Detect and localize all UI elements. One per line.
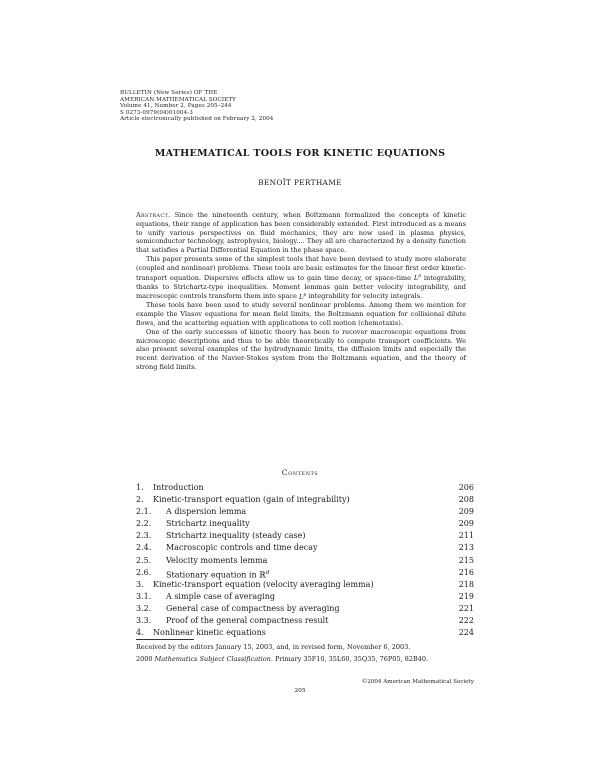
msc-codes: Primary 35F10, 35L60, 35Q35, 76P05, 82B40. [275, 655, 429, 663]
toc-entry-title: A dispersion lemma [166, 507, 247, 517]
abstract-text-2a: This paper presents some of the simplest tools that have been devised to study more elaborate (coupled and nonlinear) problems. These tools are basic estimates for the linear first order kinetic-transport equation. Dispersive effects allow us to gain time decay, or space-time [136, 254, 466, 282]
journal-volume: Volume 41, Number 2, Pages 205–244 [120, 103, 232, 110]
abstract-text-1: Since the nineteenth century, when Boltzmann formalized the concepts of kinetic equations, their range of application has been considerably extended. First introduced as a means to unify various perspectives on fluid mechanics, they are now used in plasma physics, semiconductor technology, astrophysics, biology.... They all are characterized by a density function that satisfies a Partial Differential Equation in the phase space. [136, 211, 466, 255]
toc-entry-title: Kinetic-transport equation (velocity averaging lemma) [153, 579, 374, 589]
toc-entry-number: 1. [136, 483, 144, 492]
toc-entry-page: 211 [458, 531, 474, 541]
abstract-paragraph-2 [136, 255, 466, 301]
toc-entry-page: 224 [458, 628, 474, 638]
toc-entry-page: 209 [458, 507, 474, 517]
toc-entry-page: 206 [458, 483, 474, 492]
paper-author: BENOÎT PERTHAME [258, 178, 342, 187]
abstract [136, 211, 466, 372]
toc-entry-number: 2.6. [136, 567, 152, 577]
toc-entry-title: General case of compactness by averaging [166, 603, 340, 613]
toc-entry-page: 222 [458, 616, 474, 626]
table-of-contents [136, 482, 474, 639]
toc-entry-number: 3.2. [136, 603, 152, 613]
abstract-label: Abstract. [136, 211, 171, 219]
toc-entry-superscript: d [265, 569, 270, 576]
toc-entry-title: Proof of the general compactness result [166, 616, 329, 626]
toc-entry-page: 208 [458, 495, 474, 505]
toc-entry-title: Strichartz inequality [166, 519, 250, 529]
toc-entry-page: 213 [458, 543, 474, 553]
contents-heading: Contents [281, 468, 319, 477]
toc-entry[interactable] [136, 579, 474, 591]
toc-entry[interactable] [136, 627, 474, 639]
toc-entry-number: 4. [136, 628, 144, 638]
toc-entry[interactable] [136, 506, 474, 518]
toc-entry[interactable] [136, 518, 474, 530]
page-number: 205 [294, 688, 306, 694]
footnote-divider [136, 639, 194, 640]
toc-entry-number: 2.1. [136, 507, 152, 517]
msc-note [136, 655, 428, 664]
journal-society: AMERICAN MATHEMATICAL SOCIETY [120, 96, 236, 103]
lp-symbol-2: $L^p$ [299, 292, 307, 301]
toc-entry-number: 3.1. [136, 591, 152, 601]
toc-entry-number: 2.3. [136, 531, 152, 541]
toc-entry-page: 216 [458, 567, 474, 577]
toc-entry[interactable] [136, 591, 474, 603]
journal-published-date: Article electronically published on February 2, 2004 [120, 116, 274, 123]
abstract-paragraph-1 [136, 211, 466, 255]
toc-entry-title: Macroscopic controls and time decay [166, 543, 318, 553]
toc-entry-title: Nonlinear kinetic equations [153, 628, 266, 638]
toc-entry-page: 215 [458, 555, 474, 565]
toc-entry-title: Velocity moments lemma [166, 555, 268, 565]
toc-entry-title: Strichartz inequality (steady case) [166, 531, 306, 541]
paper-title: MATHEMATICAL TOOLS FOR KINETIC EQUATIONS [154, 148, 446, 159]
msc-label: Mathematics Subject Classification. [154, 655, 273, 663]
toc-entry-number: 3. [136, 579, 144, 589]
toc-entry-number: 2.4. [136, 543, 152, 553]
lp-symbol-1: $L^p$ [413, 273, 422, 282]
abstract-paragraph-4: One of the early successes of kinetic theory has been to recover macroscopic equations from microscopic descriptions and thus to be able theoretically to compute transport coefficients. We also present several examples of the hydrodynamic limits, the diffusion limits and especially the recent derivation of the Navier-Stokes system from the Boltzmann equation, and the theory of strong field limits. [136, 327, 466, 371]
toc-entry-number: 2.5. [136, 555, 152, 565]
toc-entry-number: 2.2. [136, 519, 152, 529]
toc-entry-page: 218 [458, 579, 474, 589]
toc-entry-title: A simple case of averaging [166, 591, 276, 601]
msc-year: 2000 [136, 655, 153, 663]
toc-entry-title: Stationary equation in ℝ$^d$ [166, 569, 270, 580]
toc-entry[interactable] [136, 530, 474, 542]
toc-entry-title: Kinetic-transport equation (gain of integrability) [153, 495, 350, 505]
abstract-paragraph-3: These tools have been used to study several nonlinear problems. Among them we mention for example the Vlasov equations for mean field limits, the Boltzmann equation for collisional dilute flows, and the scattering equation with applications to cell motion (chemotaxis). [136, 301, 466, 327]
toc-entry[interactable] [136, 615, 474, 627]
toc-entry[interactable] [136, 555, 474, 567]
toc-entry-title: Introduction [153, 483, 204, 492]
toc-entry[interactable] [136, 603, 474, 615]
toc-entry-page: 209 [458, 519, 474, 529]
toc-entry[interactable] [136, 482, 474, 494]
toc-entry-number: 3.3. [136, 616, 152, 626]
toc-entry[interactable] [136, 494, 474, 506]
toc-entry[interactable] [136, 567, 474, 579]
toc-entry-number: 2. [136, 495, 144, 505]
journal-doi: S 0273-0979(04)01004-3 [120, 109, 193, 116]
abstract-text-2c: integrability for velocity integrals. [308, 292, 423, 301]
journal-series: BULLETIN (New Series) OF THE [120, 90, 218, 96]
copyright-notice: ©2004 American Mathematical Society [361, 679, 474, 685]
received-note: Received by the editors January 15, 2003, and, in revised form, November 6, 2003. [136, 643, 411, 651]
toc-entry-page: 219 [458, 591, 474, 601]
journal-header [120, 90, 273, 123]
toc-entry-page: 221 [458, 603, 474, 613]
toc-entry[interactable] [136, 542, 474, 554]
abstract-text-2b: integrability, thanks to Strichartz-type inequalities. Moment lemmas gain better velocity integrability, and macroscopic controls transform them into space [136, 273, 466, 301]
